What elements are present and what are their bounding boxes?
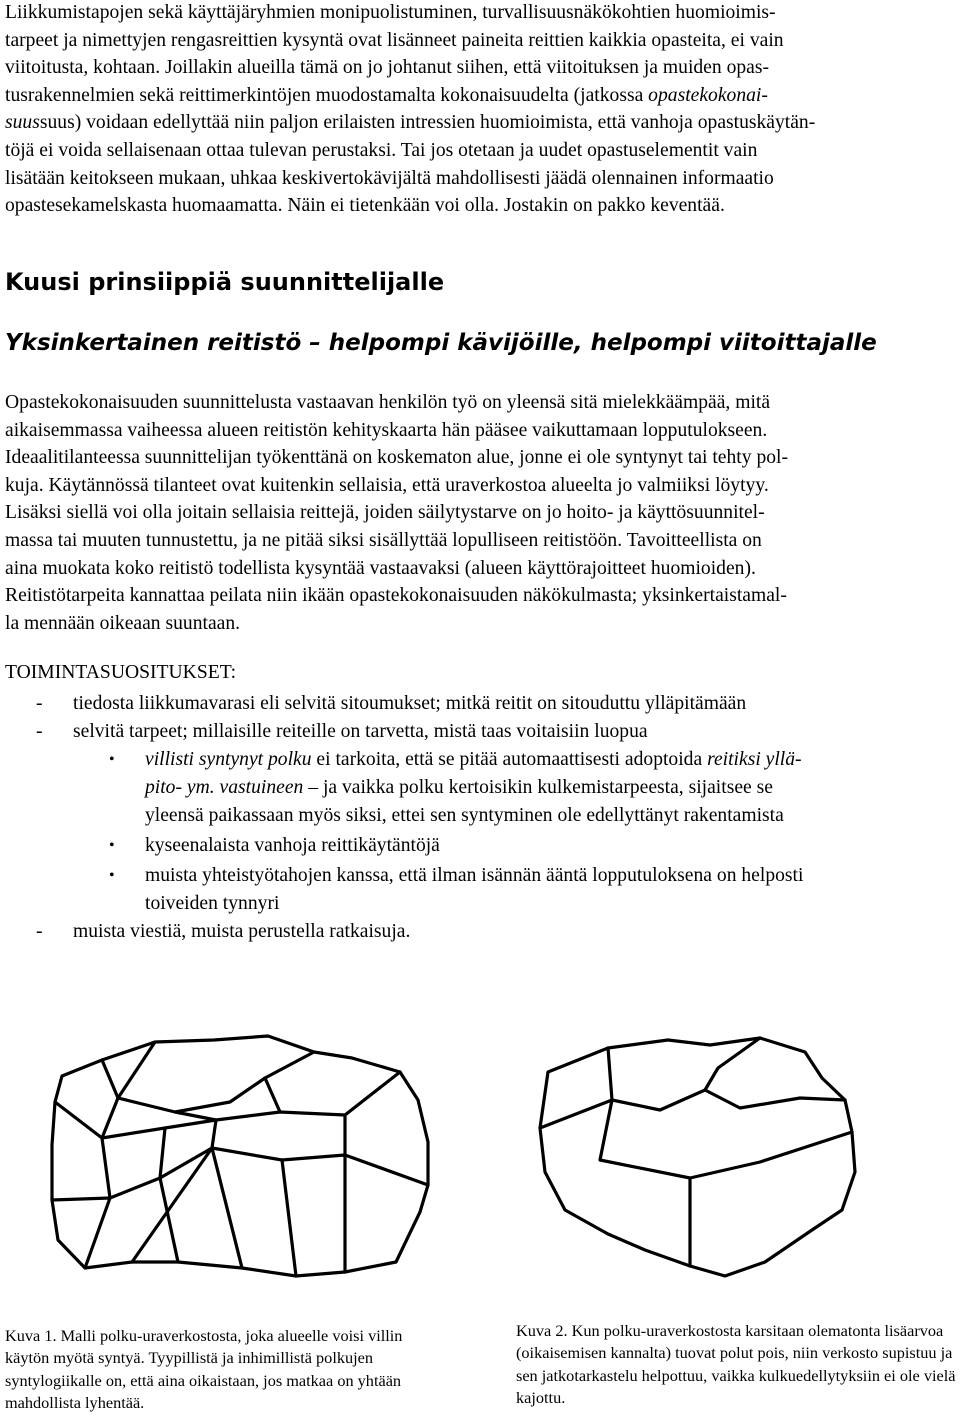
intro-line: opastesekamelskasta huomaamatta. Näin ei tietenkään voi olla. Jostakin on pakko keventää.: [5, 195, 725, 217]
path-segment: [175, 1072, 400, 1120]
body-line: Ideaalitilanteessa suunnittelijan työkenttänä on koskematon alue, jonne ei ole syntynyt tai tehty pol-: [5, 447, 789, 469]
path-segment: [608, 1038, 760, 1110]
dash-marker: -: [36, 693, 43, 714]
path-segment: [705, 1090, 845, 1108]
path-segment: [160, 1128, 212, 1178]
body-line: kuja. Käytännössä tilanteet ovat kuitenkin sellaisia, että uraverkostoa alueelta jo valmiiksi löytyy.: [5, 474, 769, 496]
path-segment: [540, 1100, 612, 1128]
sub-bullet-text: toiveiden tynnyri: [145, 893, 280, 914]
path-segment: [85, 1138, 110, 1268]
recommendation-text: muista viestiä, muista perustella ratkaisuja.: [73, 921, 411, 942]
path-segment: [52, 1178, 178, 1262]
recommendation-text: tiedosta liikkumavarasi eli selvitä sitoumukset; mitkä reitit on sitouduttu ylläpitämään: [73, 693, 747, 714]
body-line: Lisäksi siellä voi olla joitain sellaisia reittejä, joiden säilytystarve on jo hoito- ja käyttösuunnitel-: [5, 502, 765, 524]
path-segment: [265, 1078, 280, 1112]
italic-term: opastekokonai-: [648, 84, 768, 106]
dash-marker: -: [36, 921, 43, 942]
bullet-marker: •: [109, 751, 115, 768]
body-line: Opastekokonaisuuden suunnittelusta vastaavan henkilön työ on yleensä sitä mielekkäämpää, mitä: [5, 392, 771, 413]
path-segment: [132, 1148, 212, 1262]
body-line: la mennään oikeaan suuntaan.: [5, 612, 241, 634]
sub-bullet-text: kyseenalaista vanhoja reittikäytäntöjä: [145, 835, 440, 856]
path-segment: [345, 1115, 428, 1185]
recommendations-title: TOIMINTASUOSITUKSET:: [5, 662, 237, 683]
intro-line: tarpeet ja nimettyjen rengasreittien kysyntä ovat lisänneet paineita reittien kaikkia opasteita, ei vain: [5, 29, 784, 51]
intro-line: viitoitusta, kohtaan. Joillakin alueilla tämä on jo johtanut siihen, että viitoituksen ja muiden opas-: [5, 57, 770, 79]
bullet-marker: •: [109, 837, 115, 854]
figure-2-reduced-network: [540, 1038, 855, 1276]
body-line: aina muokata koko reitistö todellista kysyntää vastaavaksi (alueen käyttörajoitteet huomioiden).: [5, 557, 756, 579]
path-segment: [282, 1155, 345, 1272]
path-network-figures: [0, 1010, 960, 1310]
body-line: aikaisemmassa vaiheessa alueen reitistön kehityskaarta hän pääsee vaikuttamaan lopputulokseen.: [5, 419, 768, 441]
path-segment: [212, 1148, 242, 1268]
path-segment: [102, 1052, 314, 1112]
figure-1-caption: Kuva 1. Malli polku-uraverkostosta, joka alueelle voisi villin käytön myötä syntyä. Tyypillistä ja inhimillistä polkujen syntylogiikalle on, että aina oikaistaan, jos matkaa on yhtään mahdollista lyhentää.: [5, 1326, 403, 1412]
intro-line: töjä ei voida sellaisenaan ottaa tulevan perustaksi. Tai jos otetaan ja uudet opastuselementit vain: [5, 139, 758, 161]
sub-bullet-text: villisti syntynyt polku ei tarkoita, että se pitää automaattisesti adoptoida reitiksi yllä-: [145, 749, 802, 770]
sub-bullet-text: muista yhteistyötahojen kanssa, että ilman isännän ääntä lopputuloksena on helposti: [145, 865, 804, 886]
path-segment: [600, 1100, 852, 1178]
section-heading: Kuusi prinsiippiä suunnittelijalle: [5, 268, 445, 296]
body-line: Reitistötarpeita kannattaa peilata niin ikään opastekokonaisuuden näkökulmasta; yksinkertaistamal-: [5, 585, 787, 607]
figure-1-dense-network: [52, 1036, 428, 1276]
sub-bullet-text: pito- ym. vastuineen – ja vaikka polku kertoisikin kulkemistarpeesta, sijaitsee se: [145, 777, 773, 798]
intro-line: tusrakennelmien sekä reittimerkintöjen muodostamalta kokonaisuudelta (jatkossa opastekokonai-: [5, 84, 768, 106]
intro-line: lisätään keitokseen mukaan, uhkaa keskivertokävijältä mahdollisesti jäädä olennainen informaatio: [5, 167, 774, 189]
intro-paragraph: [5, 0, 957, 220]
sub-bullet-text: yleensä paikassaan myös siksi, ettei sen syntyminen ole edellyttänyt rakentamista: [145, 805, 784, 826]
figure-2-caption: Kuva 2. Kun polku-uraverkostosta karsitaan olematonta lisäarvoa (oikaisemisen kannalta) tuovat polut pois, niin verkosto supistuu ja sen jatkotarkastelu helpottuu, vaikka kulkuedellytyksiin ei ole vielä kajottu.: [516, 1321, 956, 1407]
intro-line: Liikkumistapojen sekä käyttäjäryhmien monipuolistuminen, turvallisuusnäkökohtien huomioimis-: [5, 2, 776, 23]
network-outline: [540, 1038, 855, 1276]
recommendation-text: selvitä tarpeet; millaisille reiteille on tarvetta, mistä taas voitaisiin luopua: [73, 721, 648, 742]
bullet-marker: •: [109, 867, 115, 884]
body-line: massa tai muuten tunnustettu, ja ne pitää siksi sisällyttää lopulliseen reitistöön. Tavoitteellista on: [5, 529, 762, 551]
section-subheading: Yksinkertainen reitistö – helpompi kävijöille, helpompi viitoittajalle: [5, 330, 877, 356]
body-paragraph: [5, 389, 957, 637]
intro-line: suussuus) voidaan edellyttää niin paljon erilaisten intressien huomioimista, että vanhoja opastuskäytän-: [5, 112, 816, 134]
italic-term: suus: [5, 112, 40, 134]
dash-marker: -: [36, 721, 43, 742]
